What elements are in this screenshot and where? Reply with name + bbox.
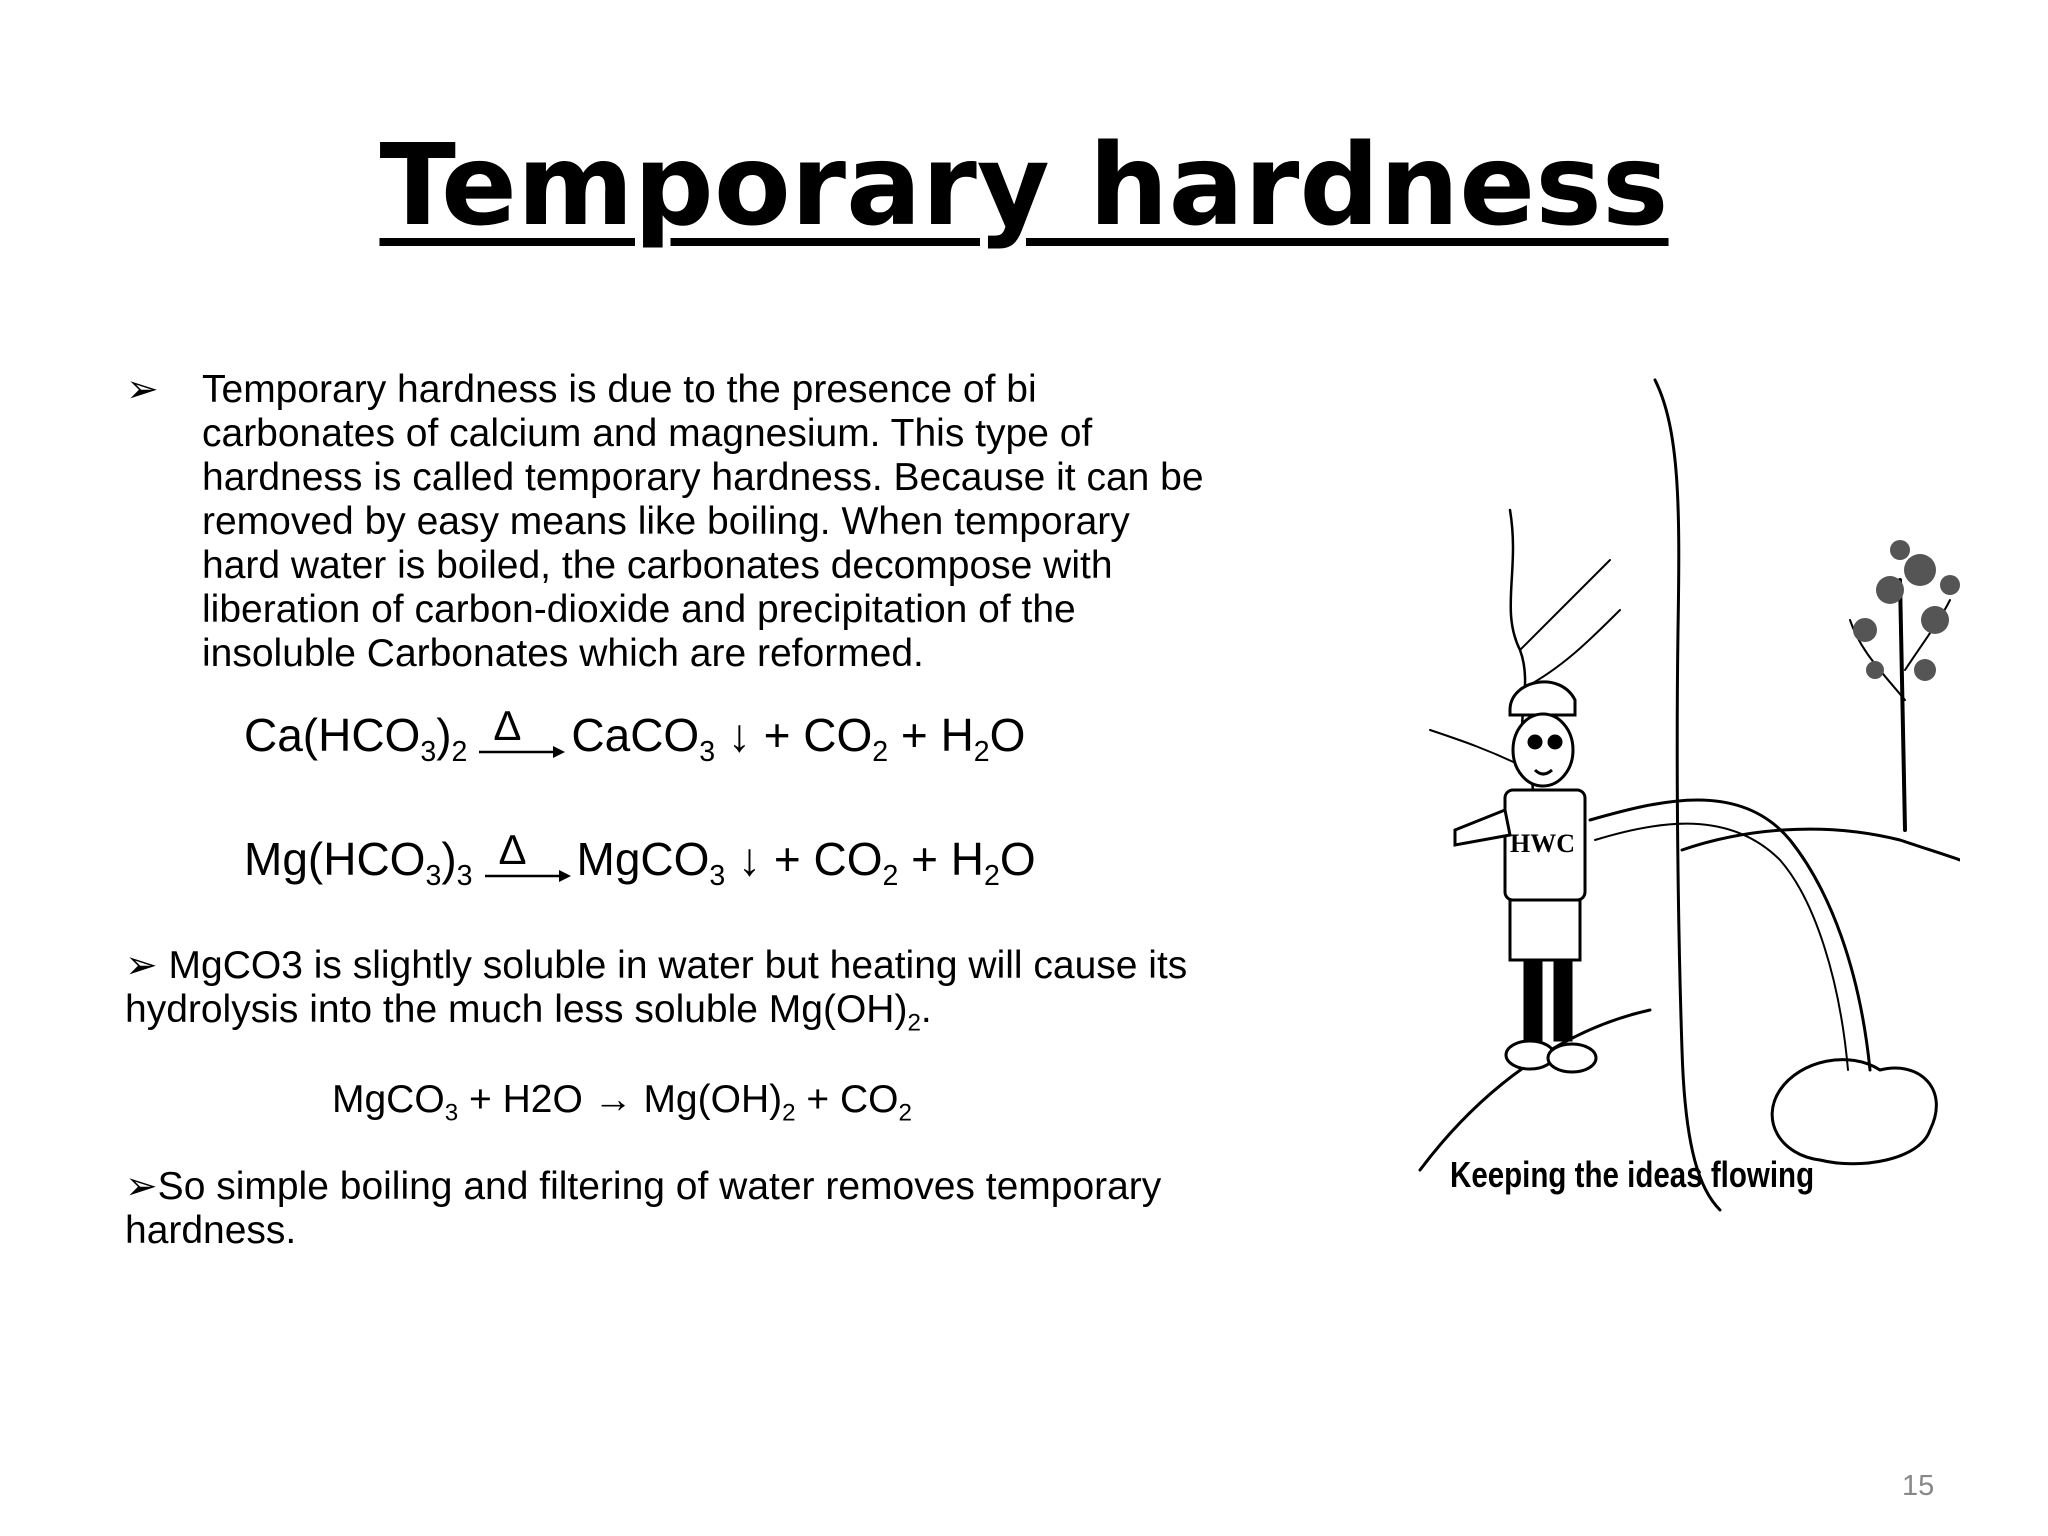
delta-symbol: Δ bbox=[498, 825, 527, 873]
paragraph-text bbox=[202, 368, 1402, 676]
horizon-line bbox=[1682, 829, 1960, 860]
equation-magnesium-bicarbonate: $Mg(HCO_3)_3$ Δ MgCO$_3$ ↓ + $CO_2 + H_2O$ bbox=[244, 825, 1036, 892]
shirt-label: HWC bbox=[1510, 829, 1575, 858]
equation-calcium-bicarbonate: $Ca(HCO_3)_2$ Δ CaCO$_3$ ↓ + $CO_2 + H_2O$ bbox=[244, 701, 1026, 768]
tree-foliage bbox=[1853, 540, 1960, 681]
bullet-mgco3-line1: ➢ MgCO3 is slightly soluble in water but heating will cause its bbox=[125, 944, 1188, 987]
shoe bbox=[1548, 1044, 1596, 1072]
delta-symbol: Δ bbox=[493, 701, 522, 749]
paragraph-line: hard water is boiled, the carbonates decompose with bbox=[202, 544, 1113, 587]
wall-line bbox=[1655, 380, 1720, 1210]
arm bbox=[1455, 810, 1510, 845]
cap bbox=[1510, 682, 1575, 715]
paragraph-line: carbonates of calcium and magnesium. This type of bbox=[202, 412, 1093, 455]
cartoon-illustration bbox=[1360, 370, 1960, 1230]
shorts bbox=[1510, 900, 1580, 960]
paragraph-line: liberation of carbon-dioxide and precipitation of the bbox=[202, 588, 1076, 631]
paragraph-line: hardness is called temporary hardness. Because it can be bbox=[202, 456, 1204, 499]
slide-title: Temporary hardness bbox=[379, 121, 1669, 251]
bullet-boiling-line1: ➢So simple boiling and filtering of water removes temporary bbox=[125, 1165, 1162, 1208]
leg bbox=[1555, 960, 1571, 1040]
reaction-arrow-icon bbox=[479, 745, 565, 759]
heat-arrow bbox=[479, 701, 565, 759]
tree-trunk bbox=[1900, 580, 1905, 830]
paragraph-line: removed by easy means like boiling. When temporary bbox=[202, 500, 1130, 543]
puddle bbox=[1772, 1060, 1936, 1164]
reaction-arrow-icon bbox=[485, 869, 571, 883]
paragraph-line: insoluble Carbonates which are reformed. bbox=[202, 632, 924, 675]
water-stream bbox=[1590, 800, 1870, 1070]
bullet-boiling-line2: hardness. bbox=[125, 1209, 297, 1252]
figure-caption: Keeping the ideas flowing bbox=[1450, 1154, 1815, 1195]
man-figure bbox=[1455, 682, 1596, 1072]
equation-hydrolysis: MgCO$_3$ + $H2O \to Mg(OH)_2 + CO_2$ bbox=[332, 1078, 912, 1127]
crack-branch-3 bbox=[1520, 610, 1620, 690]
crack-branch-1 bbox=[1520, 560, 1610, 650]
paragraph-line: Temporary hardness is due to the presence of bi bbox=[202, 368, 1037, 411]
page-number: 15 bbox=[1902, 1470, 1935, 1502]
water-stream-inner bbox=[1595, 824, 1848, 1070]
heat-arrow bbox=[485, 825, 571, 883]
bullet-mgco3-line2: hydrolysis into the much less soluble $Mg(OH)_2$. bbox=[125, 988, 932, 1037]
bullet-arrow-icon: ➢ bbox=[126, 368, 159, 411]
shoe bbox=[1506, 1041, 1554, 1069]
leg bbox=[1525, 960, 1541, 1040]
